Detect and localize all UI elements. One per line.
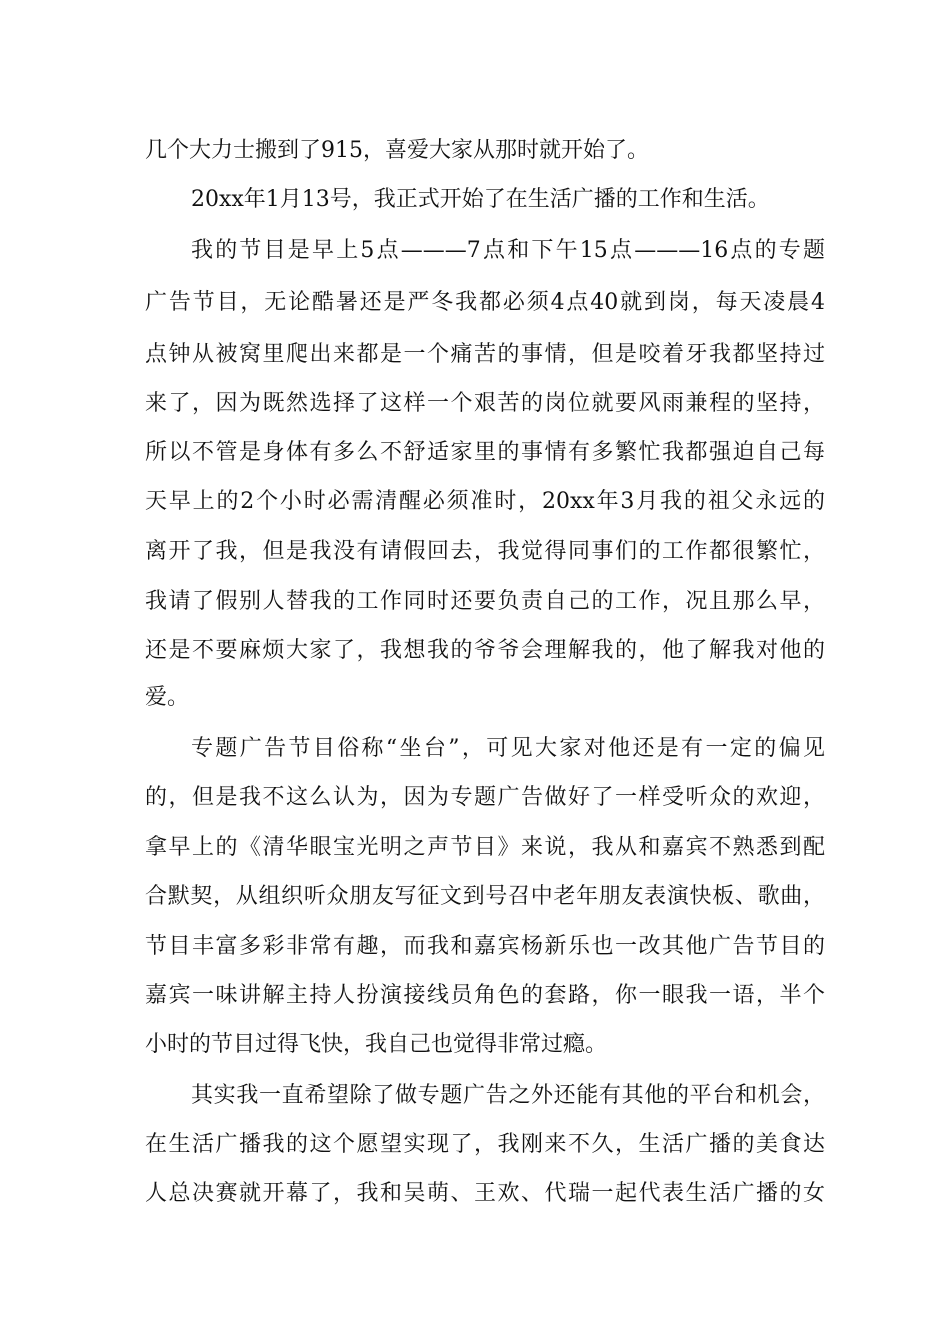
text-line: 几个大力士搬到了915，喜爱大家从那时就开始了。 — [145, 138, 649, 163]
text-line: 节目丰富多彩非常有趣，而我和嘉宾杨新乐也一改其他广告节目的 — [145, 934, 825, 959]
paragraph-first-line: 专题广告节目俗称“坐台”，可见大家对他还是有一定的偏见 — [191, 736, 825, 761]
paragraph-first-line: 我的节目是早上5点———7点和下午15点———16点的专题 — [191, 238, 825, 263]
text-line: 所以不管是身体有多么不舒适家里的事情有多繁忙我都强迫自己每 — [145, 440, 825, 465]
text-line: 嘉宾一味讲解主持人扮演接线员角色的套路，你一眼我一语，半个 — [145, 983, 825, 1008]
text-line: 还是不要麻烦大家了，我想我的爷爷会理解我的，他了解我对他的 — [145, 638, 825, 663]
text-line: 广告节目，无论酷暑还是严冬我都必须4点40就到岗，每天凌晨4 — [145, 290, 825, 315]
text-line: 来了，因为既然选择了这样一个艰苦的岗位就要风雨兼程的坚持， — [145, 391, 825, 416]
text-line: 爱。 — [145, 685, 190, 710]
text-line: 天早上的2个小时必需清醒必须准时，20xx年3月我的祖父永远的 — [145, 489, 825, 514]
text-line: 离开了我，但是我没有请假回去，我觉得同事们的工作都很繁忙， — [145, 539, 825, 564]
paragraph-first-line: 其实我一直希望除了做专题广告之外还能有其他的平台和机会， — [191, 1083, 825, 1108]
text-line: 我请了假别人替我的工作同时还要负责自己的工作，况且那么早， — [145, 589, 825, 614]
text-line: 的，但是我不这么认为，因为专题广告做好了一样受听众的欢迎， — [145, 785, 825, 810]
paragraph-first-line: 20xx年1月13号，我正式开始了在生活广播的工作和生活。 — [191, 187, 770, 212]
text-line: 拿早上的《清华眼宝光明之声节目》来说，我从和嘉宾不熟悉到配 — [145, 835, 825, 860]
text-line: 人总决赛就开幕了，我和吴萌、王欢、代瑞一起代表生活广播的女 — [145, 1181, 825, 1206]
text-line: 小时的节目过得飞快，我自己也觉得非常过瘾。 — [145, 1032, 608, 1057]
text-line: 在生活广播我的这个愿望实现了，我刚来不久，生活广播的美食达 — [145, 1132, 825, 1157]
text-line: 合默契，从组织听众朋友写征文到号召中老年朋友表演快板、歌曲， — [145, 884, 825, 909]
text-line: 点钟从被窝里爬出来都是一个痛苦的事情，但是咬着牙我都坚持过 — [145, 342, 825, 367]
